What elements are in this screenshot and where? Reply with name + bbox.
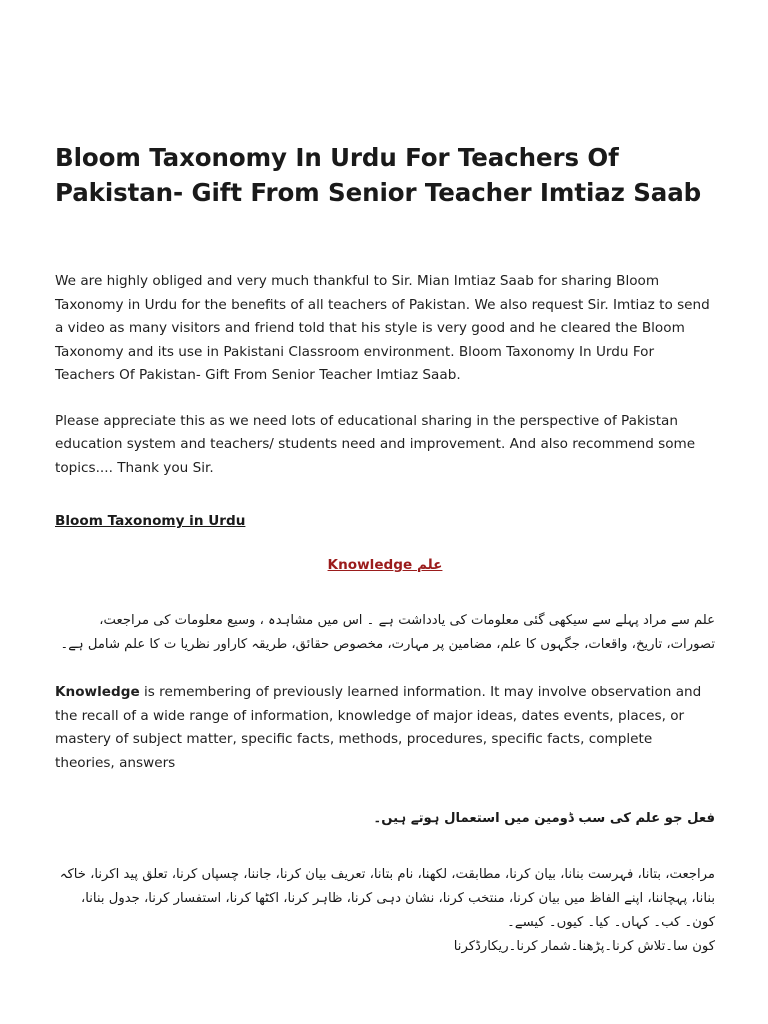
appreciation-paragraph: Please appreciate this as we need lots of educational sharing in the perspective of Pakistan education system and teachers/ students need and improvement. And also recommend some topics.... Thank you Sir. bbox=[55, 412, 696, 476]
knowledge-term: Knowledge bbox=[55, 684, 140, 700]
urdu-verbs-list bbox=[55, 863, 715, 959]
urdu-verbs-line: مراجعت، بتانا، فہرست بنانا، بیان کرنا، مطابقت، لکھنا، نام بتانا، تعریف بیان کرنا، جاننا، چسپاں کرنا، تعلق پید اکرنا، خاکہ بنانا، پہچاننا، اپنے الفاظ میں بیان کرنا، منتخب کرنا، نشان دہی کرنا، ظاہر کرنا، اکٹھا کرنا، استفسار کرنا، جدول بنانا، bbox=[59, 867, 715, 906]
knowledge-link-row bbox=[55, 554, 715, 577]
intro-paragraph: We are highly obliged and very much thankful to Sir. Mian Imtiaz Saab for sharing Bloom Taxonomy in Urdu for the benefits of all teachers of Pakistan. We also request Sir. Imtiaz to send a video as many visitors and friend told that his style is very good and he cleared the Bloom Taxonomy and its use in Pakistani Classroom environment. Bloom Taxonomy In Urdu For Teachers Of Pakistan- Gift From Senior Teacher Imtiaz Saab. bbox=[55, 273, 710, 383]
urdu-actions-line: کون سا۔تلاش کرنا۔پڑھنا۔شمار کرنا۔ریکارڈکرنا bbox=[453, 939, 715, 954]
urdu-knowledge-definition: علم سے مراد پہلے سے سیکھی گئی معلومات کی یادداشت ہے ۔ اس میں مشاہدہ ، وسیع معلومات کی مراجعت، تصورات، تاریخ، واقعات، جگہوں کا علم، مضامین پر مہارت، مخصوص حقائق، طریقہ کاراور نظریا ت کا علم شامل ہے۔ bbox=[60, 613, 715, 652]
knowledge-description-text: is remembering of previously learned information. It may involve observation and the recall of a wide range of information, knowledge of major ideas, dates events, places, or mastery of subject matter, specific facts, methods, procedures, specific facts, complete theories, answers bbox=[55, 684, 702, 771]
urdu-verbs-heading: فعل جو علم کی سب ڈومین میں استعمال ہوتے ہیں۔ bbox=[373, 811, 715, 826]
knowledge-link[interactable]: Knowledge علم bbox=[327, 557, 443, 573]
urdu-question-words-line: کون۔ کب۔ کہاں۔ کیا۔ کیوں۔ کیسے۔ bbox=[507, 915, 715, 930]
article-title: Bloom Taxonomy In Urdu For Teachers Of Pakistan- Gift From Senior Teacher Imtiaz Saab bbox=[55, 143, 702, 207]
knowledge-description bbox=[55, 681, 715, 775]
section-heading-bloom-urdu: Bloom Taxonomy in Urdu bbox=[55, 513, 246, 529]
article bbox=[55, 140, 715, 959]
